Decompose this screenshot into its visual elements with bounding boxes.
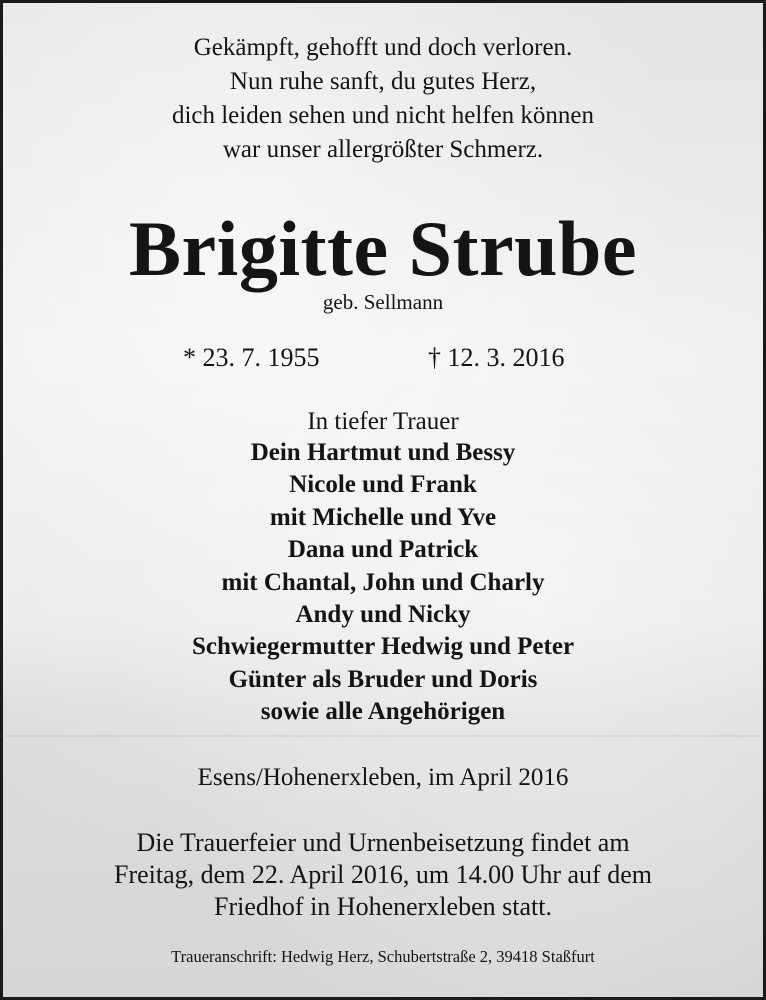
mourners-list xyxy=(3,437,763,729)
ceremony-info xyxy=(3,827,763,923)
born-name: geb. Sellmann xyxy=(322,290,444,314)
background-horizon xyxy=(6,735,760,737)
birth-date: * 23. 7. 1955 xyxy=(183,343,320,372)
death-date: † 12. 3. 2016 xyxy=(428,343,565,372)
ceremony-line: Freitag, dem 22. April 2016, um 14.00 Uhr auf dem xyxy=(114,860,652,889)
mourner-line: sowie alle Angehörigen xyxy=(260,698,506,726)
ceremony-line: Die Trauerfeier und Urnenbeisetzung findet am xyxy=(136,828,630,857)
ceremony-line: Friedhof in Hohenerxleben statt. xyxy=(214,892,552,921)
mourner-line: Schwiegermutter Hedwig und Peter xyxy=(191,633,575,661)
mourner-line: Dein Hartmut und Bessy xyxy=(250,439,516,466)
verse-line: Nun ruhe sanft, du gutes Herz, xyxy=(229,68,537,95)
verse-line: Gekämpft, gehofft und doch verloren. xyxy=(193,34,573,61)
mourner-line: Dana und Patrick xyxy=(287,536,479,564)
mourner-line: Andy und Nicky xyxy=(295,601,471,629)
deceased-name: Brigitte Strube xyxy=(129,205,637,292)
mourner-line: mit Michelle und Yve xyxy=(269,503,497,531)
place-date: Esens/Hohenerxleben, im April 2016 xyxy=(197,764,569,791)
verse xyxy=(3,31,763,167)
mourner-line: Nicole und Frank xyxy=(289,471,477,499)
mourner-line: mit Chantal, John und Charly xyxy=(221,568,545,596)
mourning-address: Traueranschrift: Hedwig Herz, Schubertstraße 2, 39418 Staßfurt xyxy=(171,947,595,966)
mourner-line: Günter als Bruder und Doris xyxy=(228,665,538,693)
verse-line: dich leiden sehen und nicht helfen können xyxy=(171,102,595,129)
mourning-intro: In tiefer Trauer xyxy=(307,408,459,435)
verse-line: war unser allergrößter Schmerz. xyxy=(222,136,544,163)
